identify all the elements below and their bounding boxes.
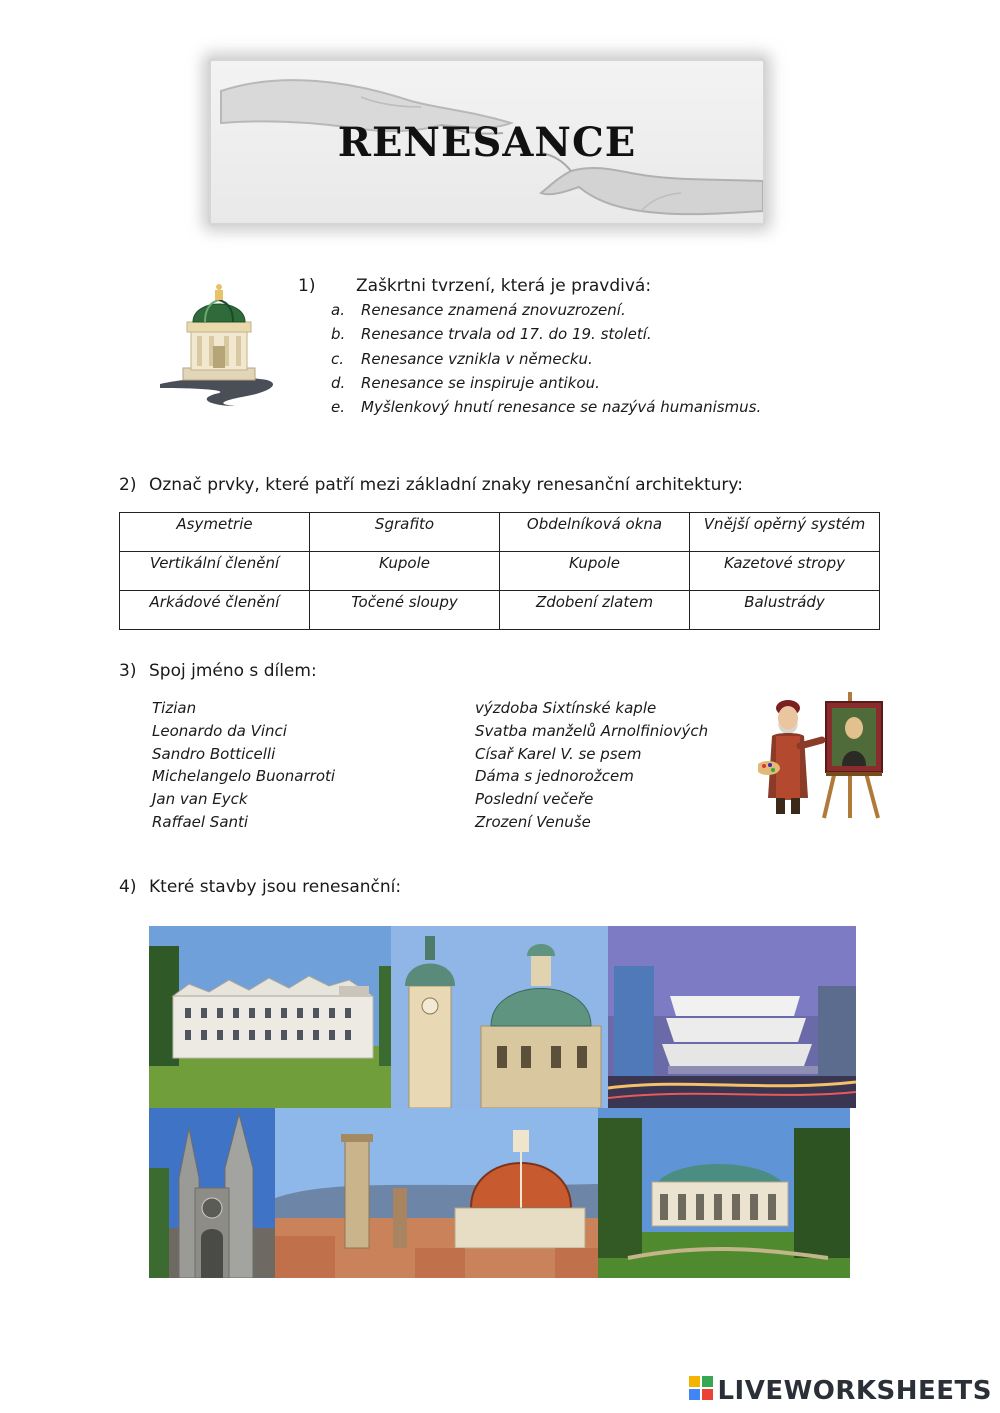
- question-text: Které stavby jsou renesanční:: [149, 877, 402, 897]
- feature-cell[interactable]: Kupole: [500, 552, 690, 591]
- table-row: [120, 591, 880, 630]
- feature-cell[interactable]: Obdelníková okna: [500, 513, 690, 552]
- photo-florence-cathedral[interactable]: [275, 1108, 598, 1278]
- feature-cell[interactable]: Vertikální členění: [120, 552, 310, 591]
- artwork-title[interactable]: Dáma s jednorožcem: [475, 767, 634, 785]
- feature-cell[interactable]: Kupole: [310, 552, 500, 591]
- photo-st-nicholas-church[interactable]: [391, 926, 608, 1108]
- photo-gothic-cathedral[interactable]: [149, 1108, 275, 1278]
- table-row: [120, 552, 880, 591]
- feature-cell[interactable]: Asymetrie: [120, 513, 310, 552]
- artist-name[interactable]: Sandro Botticelli: [152, 745, 276, 763]
- question-text: Zaškrtni tvrzení, která je pravdivá:: [356, 276, 652, 296]
- artwork-title[interactable]: Svatba manželů Arnolfiniových: [475, 722, 709, 740]
- feature-cell[interactable]: Kazetové stropy: [690, 552, 880, 591]
- question-4: [119, 877, 401, 897]
- photo-litomysl-castle[interactable]: [149, 926, 391, 1108]
- renaissance-temple-illustration: [155, 280, 280, 410]
- artist-name[interactable]: Leonardo da Vinci: [152, 722, 287, 740]
- architecture-features-table: [119, 512, 880, 630]
- question-number: 4): [119, 877, 137, 897]
- artist-name[interactable]: Jan van Eyck: [152, 790, 248, 808]
- question-1: [298, 276, 651, 296]
- artist-name[interactable]: Raffael Santi: [152, 813, 249, 831]
- photo-guggenheim-museum[interactable]: [608, 926, 856, 1108]
- feature-cell[interactable]: Arkádové členění: [120, 591, 310, 630]
- photo-belvedere-summer-palace[interactable]: [598, 1108, 850, 1278]
- question-3: [119, 661, 317, 681]
- page-title: RENESANCE: [337, 119, 637, 166]
- leonardo-painter-illustration: [758, 688, 888, 823]
- liveworksheets-logo-icon: [689, 1376, 713, 1407]
- feature-cell[interactable]: Točené sloupy: [310, 591, 500, 630]
- logo-text: LIVEWORKSHEETS: [717, 1376, 992, 1406]
- option-c[interactable]: c. Renesance vznikla v německu.: [331, 350, 593, 368]
- option-e[interactable]: e. Myšlenkový hnutí renesance se nazývá humanismus.: [331, 398, 762, 416]
- feature-cell[interactable]: Sgrafito: [310, 513, 500, 552]
- question-number: 1): [298, 276, 316, 296]
- feature-cell[interactable]: Vnější opěrný systém: [690, 513, 880, 552]
- option-b[interactable]: b. Renesance trvala od 17. do 19. století.: [331, 325, 652, 343]
- artwork-title[interactable]: Poslední večeře: [475, 790, 594, 808]
- artwork-title[interactable]: výzdoba Sixtínské kaple: [475, 699, 657, 717]
- question-text: Označ prvky, které patří mezi základní znaky renesanční architektury:: [149, 475, 743, 495]
- option-a[interactable]: a. Renesance znamená znovuzrození.: [331, 301, 626, 319]
- feature-cell[interactable]: Balustrády: [690, 591, 880, 630]
- artist-name[interactable]: Michelangelo Buonarroti: [152, 767, 336, 785]
- liveworksheets-logo: [689, 1376, 992, 1407]
- question-text: Spoj jméno s dílem:: [149, 661, 317, 681]
- table-row: [120, 513, 880, 552]
- question-2: [119, 475, 743, 495]
- feature-cell[interactable]: Zdobení zlatem: [500, 591, 690, 630]
- question-number: 2): [119, 475, 137, 495]
- question-number: 3): [119, 661, 137, 681]
- option-d[interactable]: d. Renesance se inspiruje antikou.: [331, 374, 600, 392]
- artwork-title[interactable]: Zrození Venuše: [475, 813, 591, 831]
- artwork-title[interactable]: Císař Karel V. se psem: [475, 745, 642, 763]
- artist-name[interactable]: Tizian: [152, 699, 197, 717]
- header-banner: [208, 58, 766, 226]
